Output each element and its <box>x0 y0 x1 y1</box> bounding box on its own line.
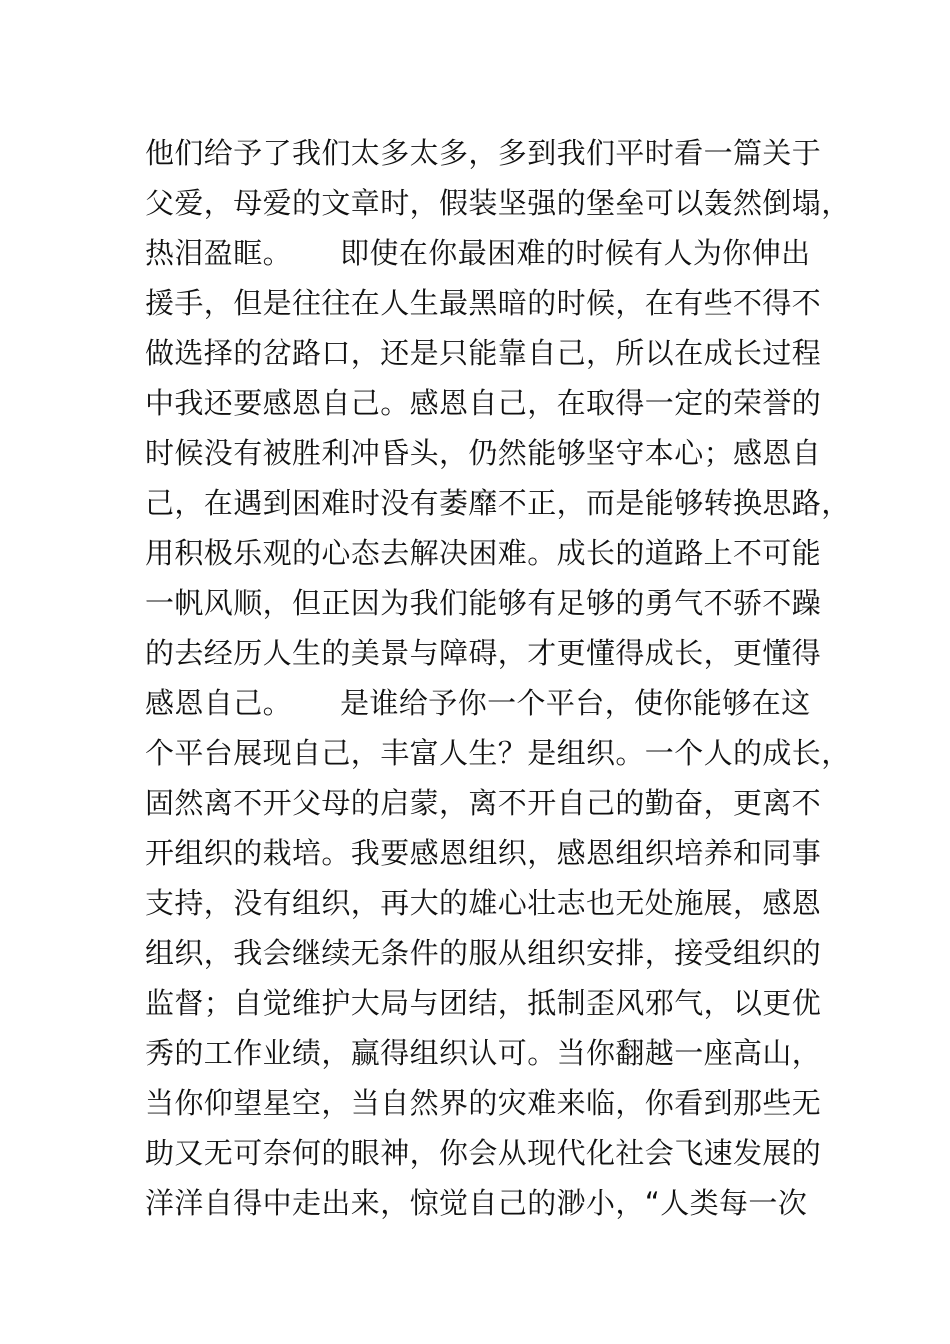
text-line: 感恩自己。 是谁给予你一个平台，使你能够在这 <box>145 686 811 720</box>
text-line: 秀的工作业绩，赢得组织认可。当你翻越一座高山， <box>145 1036 822 1070</box>
text-line: 助又无可奈何的眼神，你会从现代化社会飞速发展的 <box>145 1136 822 1170</box>
text-line: 中我还要感恩自己。感恩自己，在取得一定的荣誉的 <box>145 386 822 420</box>
text-line: 一帆风顺，但正因为我们能够有足够的勇气不骄不躁 <box>145 586 822 620</box>
text-line: 他们给予了我们太多太多，多到我们平时看一篇关于 <box>145 136 822 170</box>
text-line: 监督；自觉维护大局与团结，抵制歪风邪气，以更优 <box>145 986 822 1020</box>
text-line: 援手，但是往往在人生最黑暗的时候，在有些不得不 <box>145 286 822 320</box>
body-text <box>145 128 851 1228</box>
text-line: 固然离不开父母的启蒙，离不开自己的勤奋，更离不 <box>145 786 822 820</box>
text-line: 开组织的栽培。我要感恩组织，感恩组织培养和同事 <box>145 836 822 870</box>
text-line: 做选择的岔路口，还是只能靠自己，所以在成长过程 <box>145 336 822 370</box>
text-line: 时候没有被胜利冲昏头，仍然能够坚守本心；感恩自 <box>145 436 822 470</box>
text-line: 的去经历人生的美景与障碍，才更懂得成长，更懂得 <box>145 636 822 670</box>
text-line: 用积极乐观的心态去解决困难。成长的道路上不可能 <box>145 536 822 570</box>
text-line: 支持，没有组织，再大的雄心壮志也无处施展，感恩 <box>145 886 822 920</box>
text-line: 个平台展现自己，丰富人生？是组织。一个人的成长， <box>145 736 851 770</box>
text-line: 组织，我会继续无条件的服从组织安排，接受组织的 <box>145 936 822 970</box>
text-line: 洋洋自得中走出来，惊觉自己的渺小，“人类每一次 <box>145 1186 808 1220</box>
text-line: 热泪盈眶。 即使在你最困难的时候有人为你伸出 <box>145 236 811 270</box>
text-line: 父爱，母爱的文章时，假装坚强的堡垒可以轰然倒塌， <box>145 186 851 220</box>
text-line: 当你仰望星空，当自然界的灾难来临，你看到那些无 <box>145 1086 822 1120</box>
text-line: 己，在遇到困难时没有萎靡不正，而是能够转换思路， <box>145 486 851 520</box>
